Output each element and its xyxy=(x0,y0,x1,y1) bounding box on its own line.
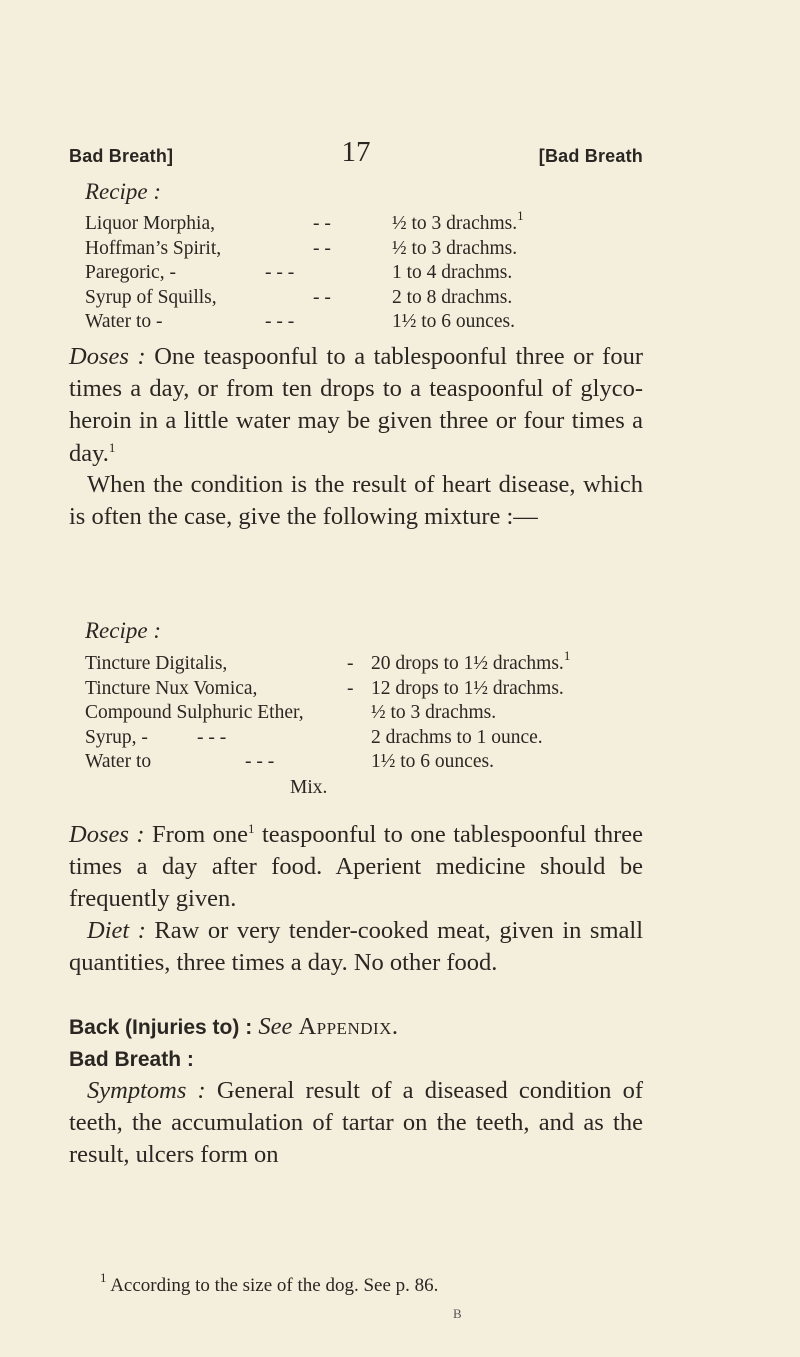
footnote-text: According to the size of the dog. See p. 86. xyxy=(106,1275,439,1296)
amount: ½ to 3 drachms. xyxy=(392,237,518,259)
entry-heading: Bad Breath : xyxy=(69,1048,194,1071)
footnote-ref: 1 xyxy=(108,439,116,455)
footnote-ref: 1 xyxy=(248,821,255,836)
leader-dashes: - - xyxy=(313,286,331,308)
diet-paragraph xyxy=(69,915,643,979)
recipe-2-row xyxy=(85,648,645,677)
amount: 1½ to 6 ounces. xyxy=(392,311,515,333)
amount: ½ to 3 drachms. xyxy=(371,702,497,724)
page-number: 17 xyxy=(341,136,371,168)
leader-dashes: - - - xyxy=(265,311,295,333)
footnote-ref: 1 xyxy=(563,648,571,663)
footnote xyxy=(100,1270,439,1297)
amount: 1½ to 6 ounces. xyxy=(371,751,494,773)
doses-text: One teaspoonful to a tablespoonful three or four times a day, or from ten drops to a teaspoonful of glyco-heroin in a little water may be given three or four times a day. xyxy=(69,343,643,467)
ingredient: Tincture Digitalis, xyxy=(85,653,228,674)
amount: 20 drops to 1½ drachms. xyxy=(371,653,564,674)
leader-dashes: - - xyxy=(313,237,331,259)
recipe-2-row xyxy=(85,677,645,702)
see-word: See xyxy=(252,1013,299,1040)
header-left: Bad Breath] xyxy=(69,146,174,166)
ingredient: Water to xyxy=(85,751,152,773)
appendix-reference: Appendix. xyxy=(298,1013,399,1040)
leader-dashes: - - - xyxy=(265,262,295,284)
recipe-1-row xyxy=(85,286,645,311)
ingredient: Compound Sulphuric Ether, xyxy=(85,702,304,724)
ingredient: Water to - xyxy=(85,311,163,333)
ingredient: Syrup of Squills, xyxy=(85,286,217,308)
symptoms-paragraph xyxy=(69,1075,643,1172)
ingredient: Paregoric, - xyxy=(85,262,176,284)
recipe-2 xyxy=(85,648,645,775)
recipe-1-row xyxy=(85,261,645,286)
leader-dashes: - - - xyxy=(245,751,275,773)
signature-mark: B xyxy=(453,1306,462,1321)
recipe-1 xyxy=(85,208,645,335)
recipe-2-row xyxy=(85,750,645,775)
diet-text: Raw or very tender-cooked meat, given in small quantities, three times a day. No other food. xyxy=(69,917,643,977)
recipe-label-1: Recipe : xyxy=(85,179,161,204)
leader-dashes: - - xyxy=(313,213,331,234)
ingredient: Syrup, - xyxy=(85,726,148,748)
recipe-label-2: Recipe : xyxy=(85,618,161,643)
ingredient: Liquor Morphia, xyxy=(85,213,215,234)
diet-label: Diet : xyxy=(87,917,146,944)
leader-dashes: - - - xyxy=(197,726,227,748)
amount: 12 drops to 1½ drachms. xyxy=(371,677,564,699)
amount: 2 to 8 drachms. xyxy=(392,286,513,308)
amount: 1 to 4 drachms. xyxy=(392,262,513,284)
ingredient: Tincture Nux Vomica, xyxy=(85,677,258,699)
recipe-2-row xyxy=(85,701,645,726)
heart-disease-paragraph: When the condition is the result of heart disease, which is often the case, give the following mixture :— xyxy=(69,471,643,531)
entry-heading: Back (Injuries to) : xyxy=(69,1016,253,1039)
recipe-1-row xyxy=(85,208,645,237)
doses-text: From one xyxy=(144,821,248,848)
bad-breath-entry xyxy=(69,1043,643,1076)
footnote-marker: 1 xyxy=(100,1270,107,1285)
mix-instruction: Mix. xyxy=(290,777,328,798)
header-right: [Bad Breath xyxy=(538,146,643,166)
recipe-1-row xyxy=(85,310,645,335)
ingredient: Hoffman’s Spirit, xyxy=(85,237,222,259)
doses-label: Doses : xyxy=(69,821,145,848)
footnote-ref: 1 xyxy=(517,208,524,223)
leader-dashes: - xyxy=(347,677,354,699)
symptoms-text: General result of a diseased condition of teeth, the accumulation of tartar on the teeth, and as the result, ulcers form on xyxy=(69,1077,643,1169)
leader-dashes: - xyxy=(347,653,354,674)
doses-text-continued: teaspoonful to one tablespoonful three times a day after food. Aperient medicine should be frequently given. xyxy=(69,821,644,913)
doses-label: Doses : xyxy=(69,343,146,370)
amount: 2 drachms to 1 ounce. xyxy=(371,726,543,748)
recipe-1-row xyxy=(85,237,645,262)
doses-paragraph-2 xyxy=(69,819,643,916)
back-injuries-entry xyxy=(69,1011,643,1044)
amount: ½ to 3 drachms. xyxy=(392,213,518,234)
recipe-2-row xyxy=(85,726,645,751)
symptoms-label: Symptoms : xyxy=(87,1077,206,1104)
doses-paragraph-1 xyxy=(69,341,643,470)
running-header xyxy=(69,136,643,180)
